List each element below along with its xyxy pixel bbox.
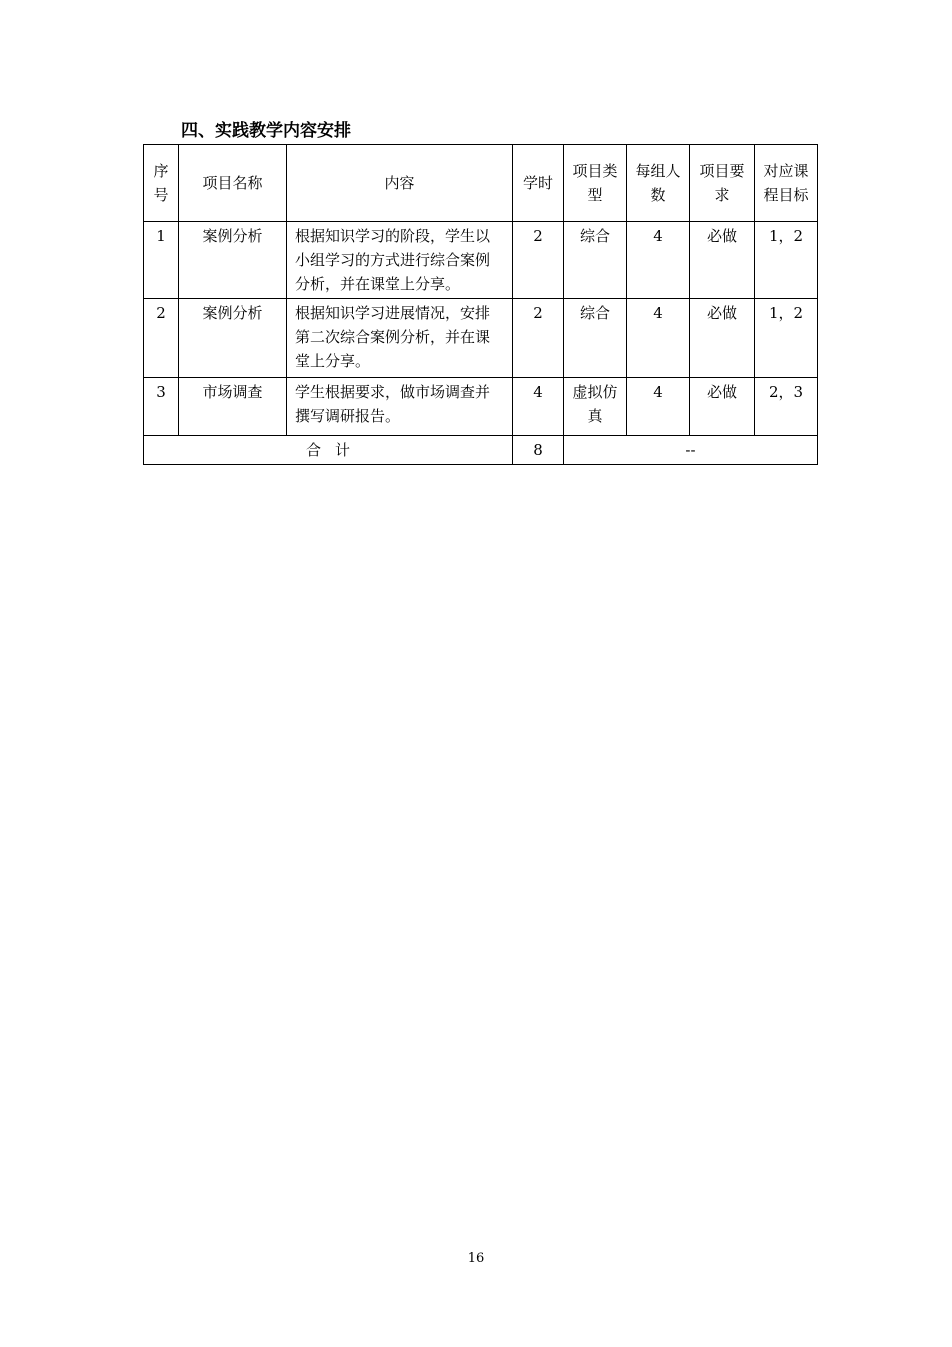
cell-hours: 2	[513, 222, 564, 299]
cell-type: 虚拟仿真	[564, 378, 627, 436]
header-seq: 序号	[144, 145, 179, 222]
cell-seq: 3	[144, 378, 179, 436]
page-number: 16	[467, 1251, 485, 1266]
cell-type: 综合	[564, 222, 627, 299]
table-row	[144, 378, 818, 436]
cell-name: 案例分析	[179, 299, 287, 378]
cell-type: 综合	[564, 299, 627, 378]
total-row	[144, 436, 818, 465]
cell-goal: 1，2	[755, 299, 818, 378]
header-content: 内容	[287, 145, 513, 222]
cell-requirement: 必做	[690, 378, 755, 436]
cell-group-size: 4	[627, 378, 690, 436]
cell-requirement: 必做	[690, 222, 755, 299]
cell-requirement: 必做	[690, 299, 755, 378]
header-hours: 学时	[513, 145, 564, 222]
cell-seq: 1	[144, 222, 179, 299]
cell-goal: 1，2	[755, 222, 818, 299]
cell-name: 市场调查	[179, 378, 287, 436]
total-label-cell	[144, 436, 513, 465]
table-row	[144, 299, 818, 378]
cell-hours: 2	[513, 299, 564, 378]
header-group-size: 每组人数	[627, 145, 690, 222]
cell-seq: 2	[144, 299, 179, 378]
cell-hours: 4	[513, 378, 564, 436]
header-requirement: 项目要求	[690, 145, 755, 222]
header-goal: 对应课程目标	[755, 145, 818, 222]
total-label: 合计	[305, 441, 364, 459]
section-title: 四、实践教学内容安排	[181, 121, 351, 141]
cell-content: 学生根据要求，做市场调查并撰写调研报告。	[287, 378, 513, 436]
total-rest: --	[564, 436, 818, 465]
table-header-row	[144, 145, 818, 222]
cell-content: 根据知识学习的阶段，学生以小组学习的方式进行综合案例分析，并在课堂上分享。	[287, 222, 513, 299]
cell-group-size: 4	[627, 299, 690, 378]
practice-schedule-table	[143, 144, 818, 465]
cell-name: 案例分析	[179, 222, 287, 299]
total-hours: 8	[513, 436, 564, 465]
header-name: 项目名称	[179, 145, 287, 222]
table-row	[144, 222, 818, 299]
header-type: 项目类型	[564, 145, 627, 222]
cell-group-size: 4	[627, 222, 690, 299]
cell-content: 根据知识学习进展情况，安排第二次综合案例分析，并在课堂上分享。	[287, 299, 513, 378]
cell-goal: 2，3	[755, 378, 818, 436]
